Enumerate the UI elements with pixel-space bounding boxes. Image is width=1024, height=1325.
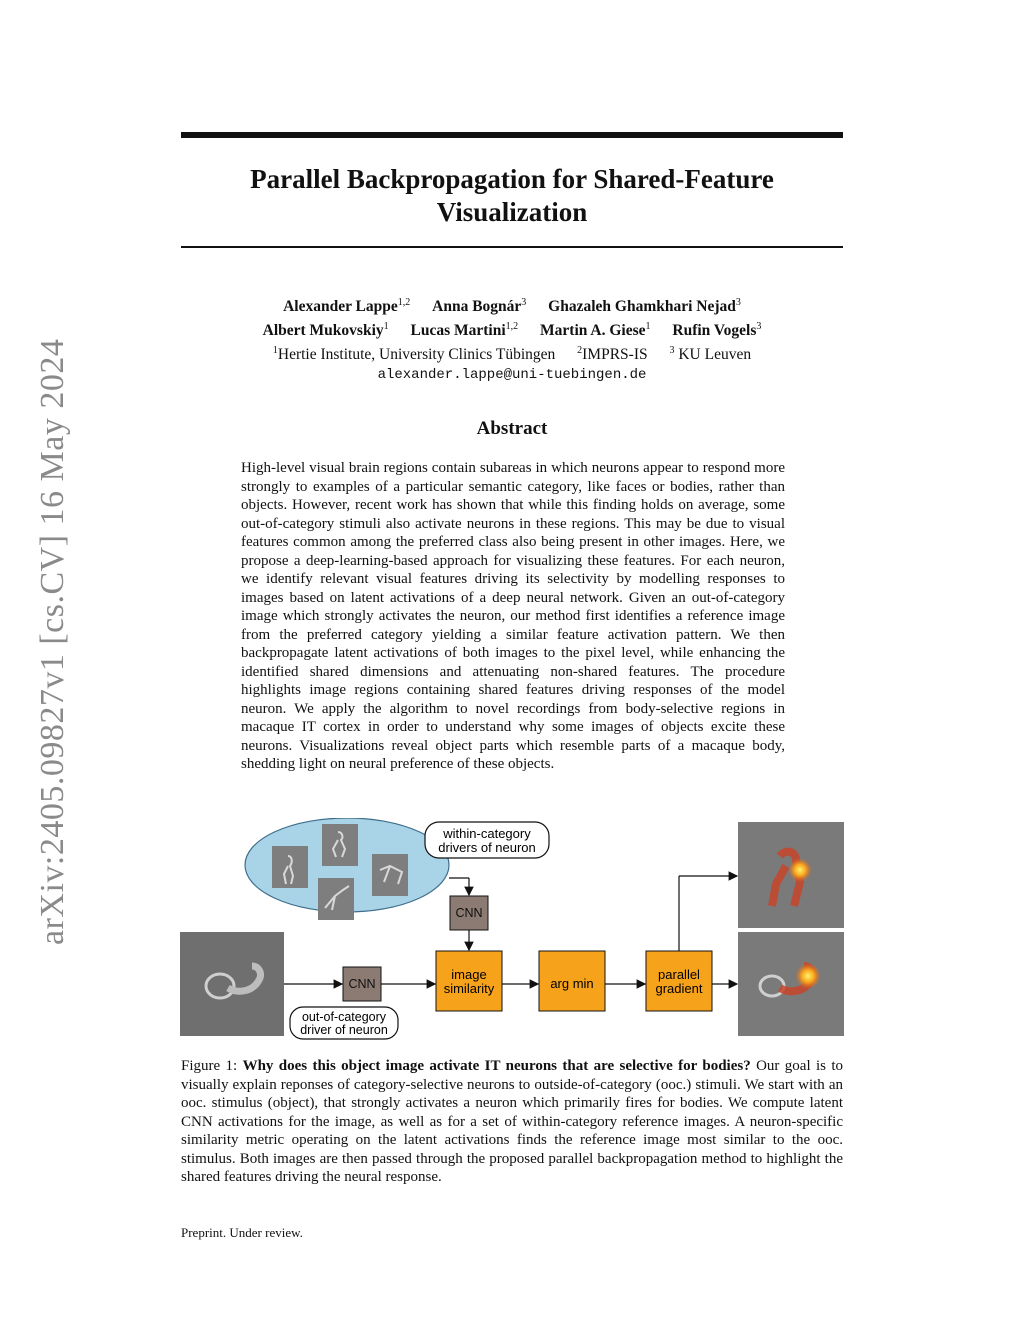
output-object-heatmap: [738, 932, 844, 1036]
affiliation-name: IMPRS-IS: [582, 346, 648, 364]
cnn-left-label: CNN: [348, 977, 376, 991]
cnn-top-label: CNN: [455, 906, 483, 920]
affiliation-num: 2: [577, 345, 583, 357]
figure-1-diagram: [180, 818, 844, 1040]
author-name: Martin A. Giese: [540, 322, 646, 340]
within-category-label-line-2: drivers of neuron: [438, 840, 536, 855]
author-aff: 3: [756, 321, 762, 333]
author-block: [181, 293, 843, 385]
abstract-heading: Abstract: [476, 418, 548, 439]
caption-text: Our goal is to visually explain reponses of category-selective neurons to outside-of-category (ooc.) stimuli. We start with an ooc. stimulus (object), that strongly activates a neuron which primarily fires for bodies. We compute latent CNN activations for the image, as well as for a set of within-category reference images. A neuron-specific similarity metric operating on the latent activations finds the reference image most similar to the ooc. stimulus. Both images are then passed through the proposed parallel backpropagation method to highlight the shared features driving the neural response.: [181, 1058, 843, 1185]
parallel-gradient-line-1: parallel: [658, 967, 700, 982]
caption-prefix: Figure 1:: [181, 1058, 243, 1074]
ooc-input-image: [180, 932, 284, 1036]
author-name: Alexander Lappe: [283, 298, 398, 316]
caption-bold: Why does this object image activate IT neurons that are selective for bodies?: [242, 1058, 751, 1074]
heatmap-hotspot: [795, 963, 821, 989]
affiliation-num: 1: [272, 345, 278, 357]
author-aff: 1,2: [397, 297, 411, 308]
heatmap-hotspot: [788, 858, 812, 882]
ooc-label-line-1: out-of-category: [301, 1010, 387, 1024]
author-name: Lucas Martini: [410, 322, 506, 340]
author-aff: 1,2: [505, 321, 519, 333]
parallel-gradient-line-2: gradient: [655, 981, 703, 996]
author-aff: 1: [383, 321, 389, 333]
image-similarity-line-1: image: [451, 967, 487, 982]
author-name: Albert Mukovskiy: [262, 322, 384, 340]
author-line-2: [181, 317, 843, 341]
arg-min-label: arg min: [550, 976, 594, 991]
body-thumbnail: [372, 854, 408, 896]
body-thumbnail: [322, 824, 358, 866]
author-name: Rufin Vogels: [672, 322, 757, 340]
arxiv-stamp: arXiv:2405.09827v1 [cs.CV] 16 May 2024: [34, 338, 71, 945]
title-top-rule: [181, 132, 843, 138]
title-bottom-rule: [181, 246, 843, 248]
contact-email[interactable]: alexander.lappe@uni-tuebingen.de: [377, 367, 647, 384]
author-name: Ghazaleh Ghamkhari Nejad: [548, 298, 736, 316]
affiliation-line: [181, 341, 843, 365]
affiliation-name: KU Leuven: [678, 346, 752, 364]
image-similarity-line-2: similarity: [443, 981, 495, 996]
abstract-text: High-level visual brain regions contain subareas in which neurons appear to respond more strongly to examples of a particular semantic category, like faces or bodies, rather than objects. However, recent work has shown that while this finding holds on average, some out-of-category stimuli also activate neurons in these regions. This may be due to visual features common among the preferred class also being present in other images. Here, we propose a deep-learning-based approach for visualizing these features. For each neuron, we identify relevant visual features driving its selectivity by modelling responses to images based on latent activations of a deep neural network. Given an out-of-category image which strongly activates the neuron, our method first identifies a reference image from the preferred category yielding a similar feature activation pattern. We then backpropagate latent activations of both images to the pixel level, while enhancing the identified shared dimensions and attenuating non-shared features. The procedure highlights image regions containing shared features driving responses of the model neuron. We apply the algorithm to novel recordings from body-selective regions in macaque IT cortex in order to understand why some images of objects excite these neurons. Visualizations reveal object parts which resemble parts of a macaque body, shedding light on neural preference of these objects.: [241, 460, 785, 772]
author-aff: 3: [521, 297, 527, 308]
author-aff: 3: [735, 297, 741, 308]
preprint-note: Preprint. Under review.: [181, 1225, 303, 1240]
figure-1-caption: [181, 1057, 843, 1187]
affiliation-name: Hertie Institute, University Clinics Tübingen: [277, 346, 556, 364]
author-name: Anna Bognár: [432, 298, 522, 316]
author-line-1: [181, 293, 843, 317]
body-thumbnail: [318, 878, 354, 920]
author-aff: 1: [645, 321, 651, 333]
ooc-label-line-2: driver of neuron: [300, 1023, 388, 1037]
affiliation-num: 3: [669, 345, 675, 357]
paper-title: Parallel Backpropagation for Shared-Feature Visualization: [250, 164, 774, 227]
within-category-label-line-1: within-category: [443, 826, 531, 841]
